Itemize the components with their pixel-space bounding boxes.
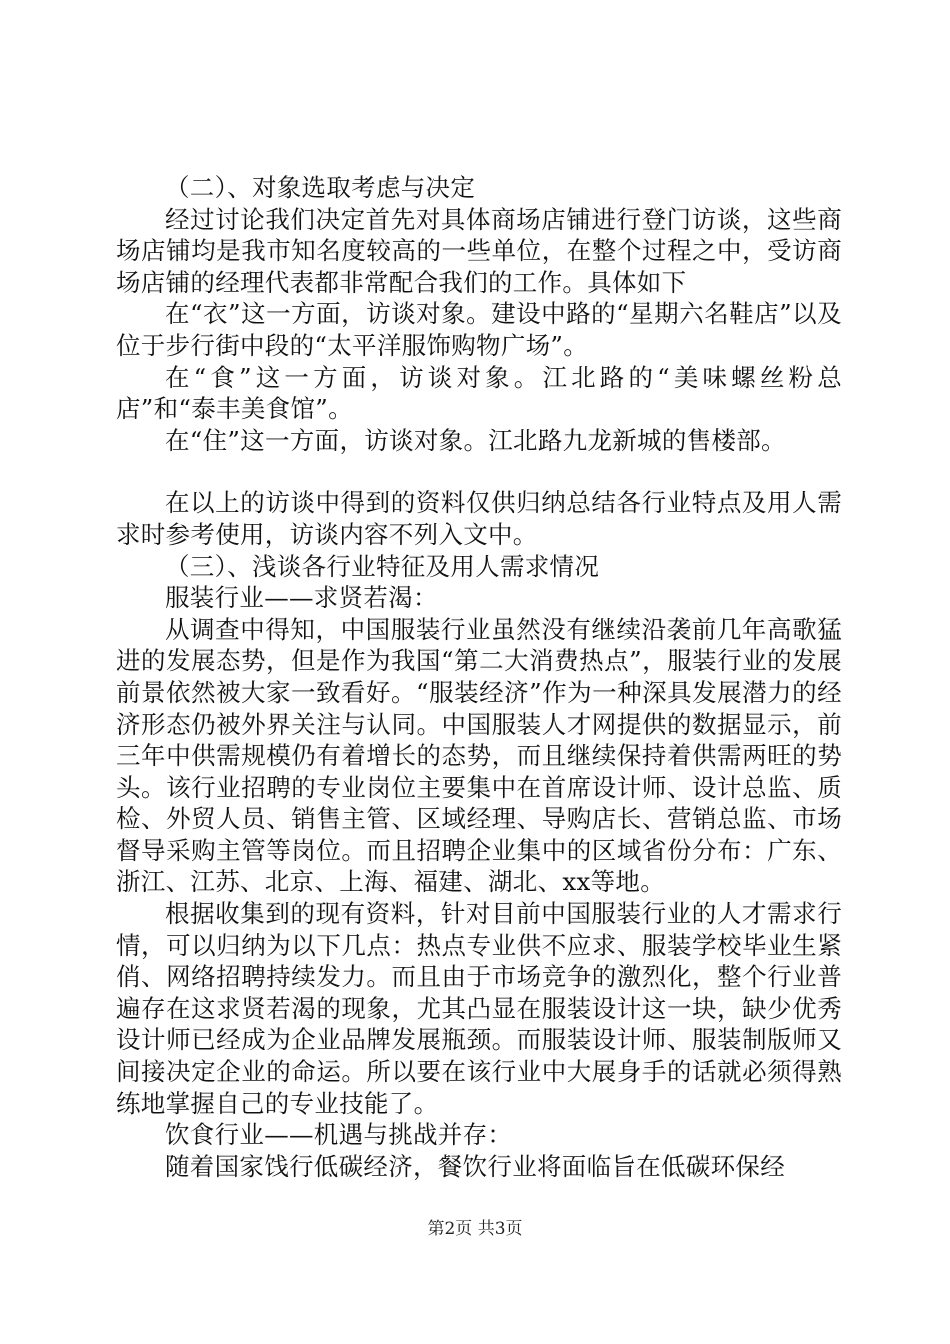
paragraph-intro: 经过讨论我们决定首先对具体商场店铺进行登门访谈，这些商场店铺均是我市知名度较高的一些单位，在整个过程之中，受访商场店铺的经理代表都非常配合我们的工作。具体如下 bbox=[116, 204, 842, 297]
paragraph-clothing-interview: 在“衣”这一方面，访谈对象。建设中路的“星期六名鞋店”以及位于步行街中段的“太平洋服饰购物广场”。 bbox=[116, 299, 842, 360]
page-number-footer: 第2页 共3页 bbox=[427, 1219, 523, 1239]
subheading-food-industry: 饮食行业——机遇与挑战并存： bbox=[165, 1120, 513, 1150]
section-heading-2: （二）、对象选取考虑与决定 bbox=[165, 173, 476, 202]
paragraph-clothing-survey: 从调查中得知，中国服装行业虽然没有继续沿袭前几年高歌猛进的发展态势，但是作为我国“第二大消费热点”，服装行业的发展前景依然被大家一致看好。“服装经济”作为一种深具发展潜力的经济形态仍被外界关注与认同。中国服装人才网提供的数据显示，前三年中供需规模仍有着增长的态势，而且继续保持着供需两旺的势头。该行业招聘的专业岗位主要集中在首席设计师、设计总监、质检、外贸人员、销售主管、区域经理、导购店长、营销总监、市场督导采购主管等岗位。而且招聘企业集中的区域省份分布：广东、浙江、江苏、北京、上海、福建、湖北、xx等地。 bbox=[116, 614, 842, 897]
paragraph-clothing-demand: 根据收集到的现有资料，针对目前中国服装行业的人才需求行情，可以归纳为以下几点：热点专业供不应求、服装学校毕业生紧俏、网络招聘持续发力。而且由于市场竞争的激烈化，整个行业普遍存在这求贤若渴的现象，尤其凸显在服装设计这一块，缺少优秀设计师已经成为企业品牌发展瓶颈。而服装设计师、服装制版师又间接决定企业的命运。所以要在该行业中大展身手的话就必须得熟练地掌握自己的专业技能了。 bbox=[116, 899, 842, 1118]
paragraph-food-industry: 随着国家饯行低碳经济，餐饮行业将面临旨在低碳环保经 bbox=[165, 1151, 785, 1181]
paragraph-usage-note: 在以上的访谈中得到的资料仅供归纳总结各行业特点及用人需求时参考使用，访谈内容不列入文中。 bbox=[116, 488, 842, 549]
paragraph-housing-interview: 在“住”这一方面，访谈对象。江北路九龙新城的售楼部。 bbox=[165, 425, 786, 455]
document-body bbox=[116, 172, 842, 1182]
section-heading-3: （三）、浅谈各行业特征及用人需求情况 bbox=[165, 551, 600, 581]
paragraph-food-interview: 在“食”这一方面，访谈对象。江北路的“美味螺丝粉总店”和“泰丰美食馆”。 bbox=[116, 362, 842, 424]
paragraph-spacer bbox=[116, 456, 842, 487]
subheading-clothing-industry: 服装行业——求贤若渴： bbox=[165, 583, 438, 613]
